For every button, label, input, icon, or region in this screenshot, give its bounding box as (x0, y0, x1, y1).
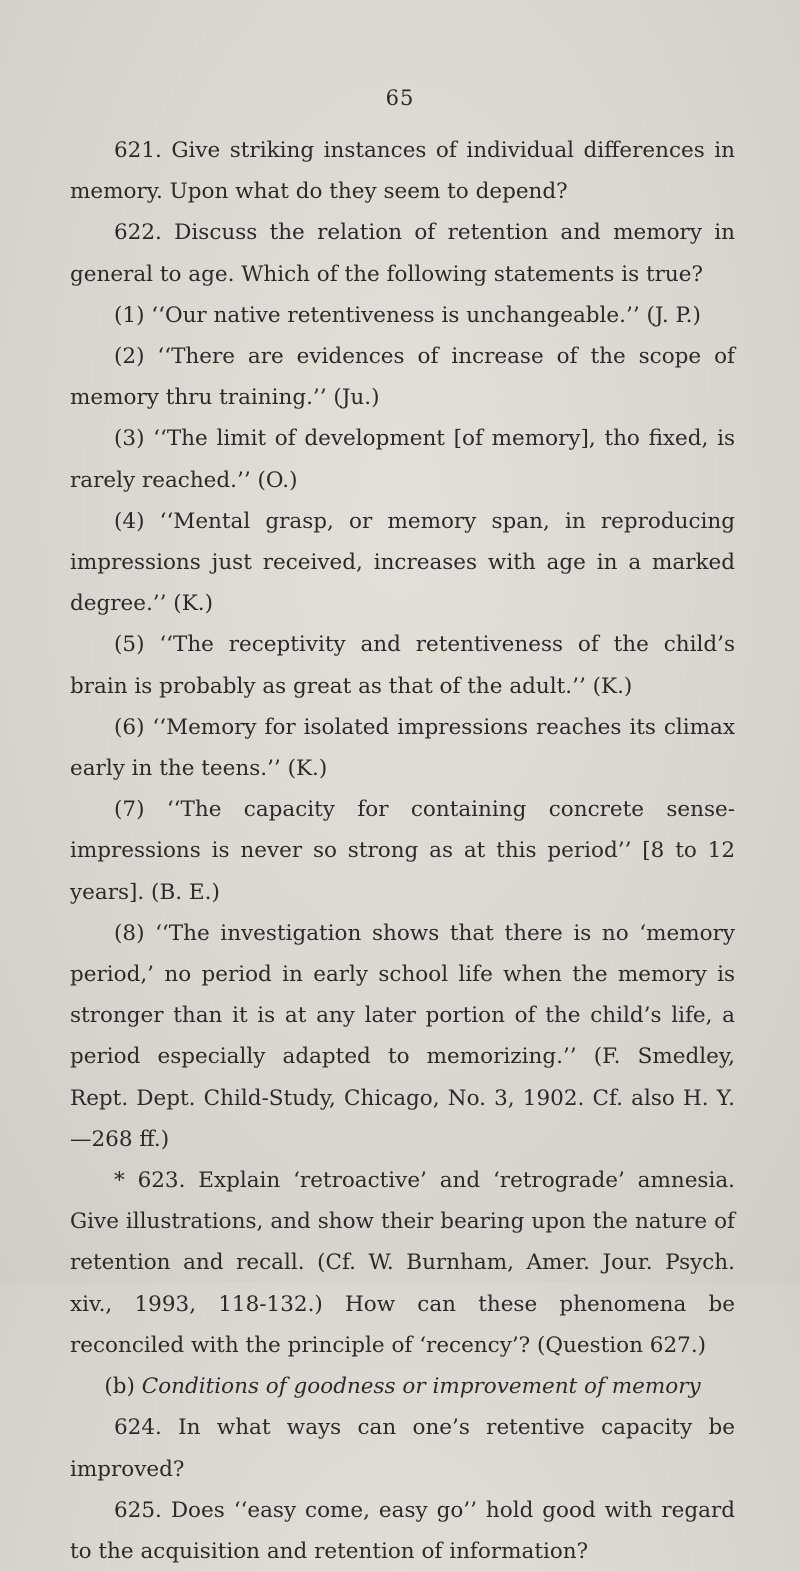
page-number: 65 (385, 86, 415, 110)
page-body (70, 130, 735, 1572)
statement-7: (7) ‘‘The capacity for containing concrete sense-impressions is never so strong as at this period’’ [8 to 12 years]. (B. E.) (70, 797, 735, 905)
statement-6: (6) ‘‘Memory for isolated impressions reaches its climax early in the teens.’’ (K.) (70, 714, 735, 782)
statement-2: (2) ‘‘There are evidences of increase of the scope of memory thru training.’’ (Ju.) (70, 344, 735, 411)
statement-1: (1) ‘‘Our native retentiveness is unchangeable.’’ (J. P.) (114, 302, 701, 328)
statement-3: (3) ‘‘The limit of development [of memory], tho fixed, is rarely reached.’’ (O.) (70, 426, 735, 493)
statement-4: (4) ‘‘Mental grasp, or memory span, in reproducing impressions just received, increases with age in a marked degree.’’ (K.) (70, 508, 735, 617)
question-623: * 623. Explain ‘retroactive’ and ‘retrograde’ amnesia. Give illustrations, and show their bearing upon the nature of retention and recall. (Cf. W. Burnham, Amer. Jour. Psych. xiv., 1993, 118-132.) How can these phenomena be reconciled with the principle of ‘recency’? (Question 627.) (70, 1168, 735, 1358)
question-622: 622. Discuss the relation of retention and memory in general to age. Which of the following statements is true? (70, 220, 735, 287)
question-624: 624. In what ways can one’s retentive capacity be improved? (70, 1415, 735, 1482)
subheading-text: Conditions of goodness or improvement of memory (141, 1374, 701, 1400)
question-625: 625. Does ‘‘easy come, easy go’’ hold good with regard to the acquisition and retention of information? (70, 1497, 735, 1564)
subheading-label: (b) (104, 1374, 135, 1400)
statement-5: (5) ‘‘The receptivity and retentiveness of the child’s brain is probably as great as that of the adult.’’ (K.) (70, 632, 735, 699)
question-621: 621. Give striking instances of individual differences in memory. Upon what do they seem to depend? (70, 138, 735, 205)
section-subheading (70, 1366, 735, 1407)
statement-8: (8) ‘‘The investigation shows that there is no ‘memory period,’ no period in early school life when the memory is stronger than it is at any later portion of the child’s life, a period especially adapted to memorizing.’’ (F. Smedley, Rept. Dept. Child-Study, Chicago, No. 3, 1902. Cf. also H. Y.—268 ff.) (70, 920, 735, 1152)
